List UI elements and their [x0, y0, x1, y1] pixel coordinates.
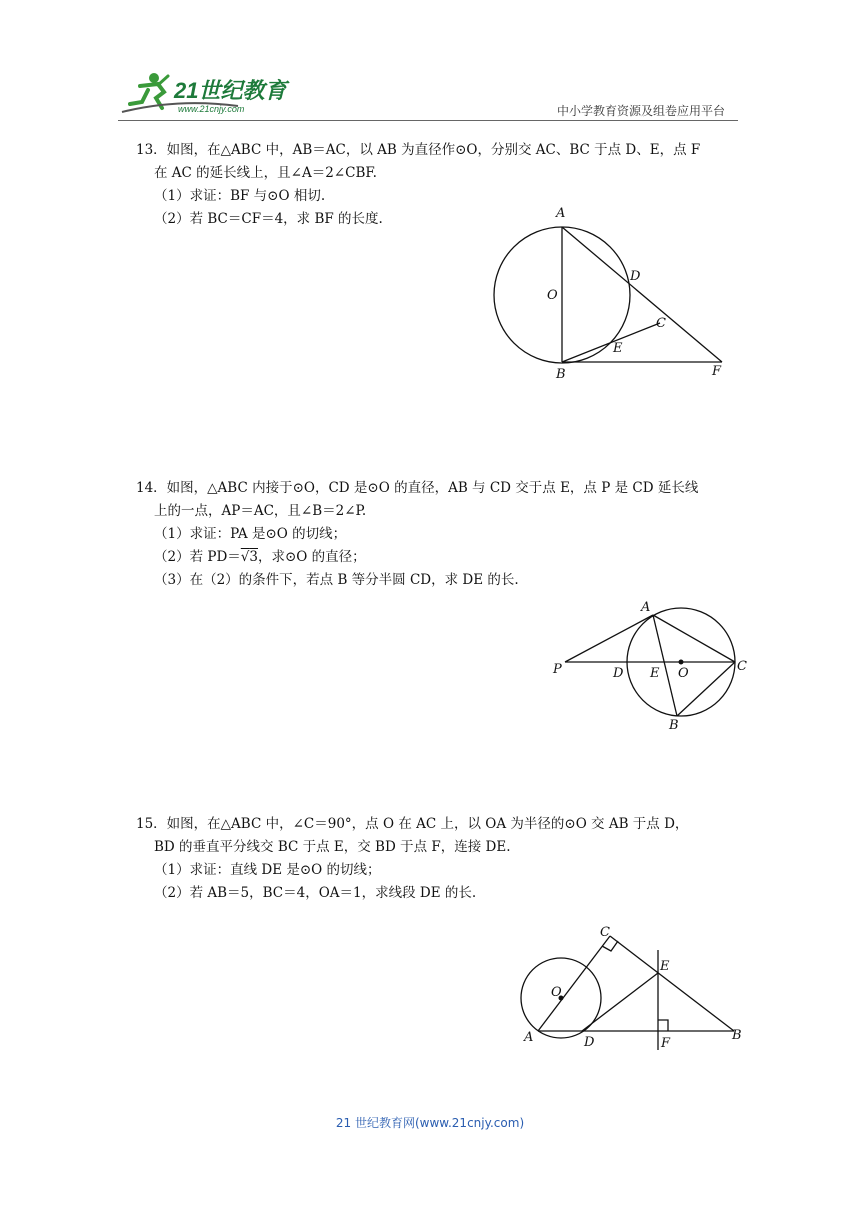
q14-line2: 上的一点，AP＝AC，且∠B＝2∠P. [154, 503, 367, 519]
site-logo [118, 68, 298, 118]
q13-line1: 13．如图，在△ABC 中，AB＝AC，以 AB 为直径作⊙O，分别交 AC、BC 于点 D、E，点 F [136, 142, 701, 158]
q14-label-b: B [669, 718, 679, 733]
q15-part1: （1）求证：直线 DE 是⊙O 的切线； [154, 862, 381, 878]
q15-label-b: B [732, 1028, 742, 1043]
q13-label-o: O [547, 288, 558, 303]
q15-label-o: O [551, 985, 562, 1000]
q13-part2: （2）若 BC＝CF＝4，求 BF 的长度. [154, 211, 383, 227]
q15-figure [510, 918, 760, 1058]
q13-label-f: F [712, 364, 722, 379]
q14-line1: 14．如图，△ABC 内接于⊙O，CD 是⊙O 的直径，AB 与 CD 交于点 E，点 P 是 CD 延长线 [136, 480, 699, 496]
header-divider [118, 120, 738, 121]
q13-segment-af [562, 227, 722, 362]
q13-label-b: B [556, 367, 566, 382]
footer-text: 21 世纪教育网(www.21cnjy.com) [335, 1116, 525, 1130]
q14-segment-ac [653, 615, 735, 662]
q14-segment-pa [565, 615, 653, 662]
q14-label-o: O [678, 666, 689, 681]
q15-label-c: C [600, 925, 610, 940]
q15-label-f: F [661, 1036, 671, 1051]
q13-label-c: C [656, 316, 666, 331]
question-14 [136, 477, 698, 592]
logo-sub-text: www.21cnjy.com [178, 104, 245, 114]
q14-figure [545, 595, 760, 735]
q13-segment-bc [562, 323, 660, 362]
q15-label-e: E [660, 959, 670, 974]
q15-segment-de [582, 973, 658, 1031]
q14-part1: （1）求证：PA 是⊙O 的切线； [154, 526, 347, 542]
q15-line2: BD 的垂直平分线交 BC 于点 E，交 BD 于点 F，连接 DE. [154, 839, 511, 855]
question-15 [136, 813, 688, 905]
q13-line2: 在 AC 的延长线上，且∠A＝2∠CBF. [154, 165, 377, 181]
q14-part2-radicand: 3 [249, 549, 258, 565]
q15-label-a: A [524, 1030, 534, 1045]
q14-label-p: P [553, 662, 562, 677]
q14-part2-pre: （2）若 PD＝ [154, 549, 241, 565]
sqrt-3: √3 [240, 549, 258, 565]
header-tagline: 中小学教育资源及组卷应用平台 [556, 104, 725, 118]
q15-part2: （2）若 AB＝5，BC＝4，OA＝1，求线段 DE 的长. [154, 885, 477, 901]
q14-label-d: D [613, 666, 624, 681]
q14-label-e: E [650, 666, 660, 681]
q14-center-dot [679, 660, 684, 665]
q13-label-d: D [630, 269, 641, 284]
q14-part2 [136, 546, 698, 569]
q15-segment-ac [538, 936, 610, 1031]
q13-label-a: A [556, 206, 566, 221]
logo-main-text: 21世纪教育 [174, 78, 287, 103]
q14-label-c: C [737, 659, 747, 674]
q14-part2-post: ，求⊙O 的直径； [258, 549, 366, 565]
q15-segment-cb [610, 936, 734, 1031]
q13-label-e: E [613, 341, 623, 356]
q13-figure [480, 200, 750, 385]
q14-label-a: A [641, 600, 651, 615]
q15-label-d: D [584, 1035, 595, 1050]
q14-part3: （3）在（2）的条件下，若点 B 等分半圆 CD，求 DE 的长. [154, 572, 519, 588]
q13-part1: （1）求证：BF 与⊙O 相切. [154, 188, 326, 204]
q15-right-angle-f [658, 1020, 668, 1031]
q15-line1: 15．如图，在△ABC 中，∠C＝90°，点 O 在 AC 上，以 OA 为半径的⊙O 交 AB 于点 D， [136, 816, 689, 832]
